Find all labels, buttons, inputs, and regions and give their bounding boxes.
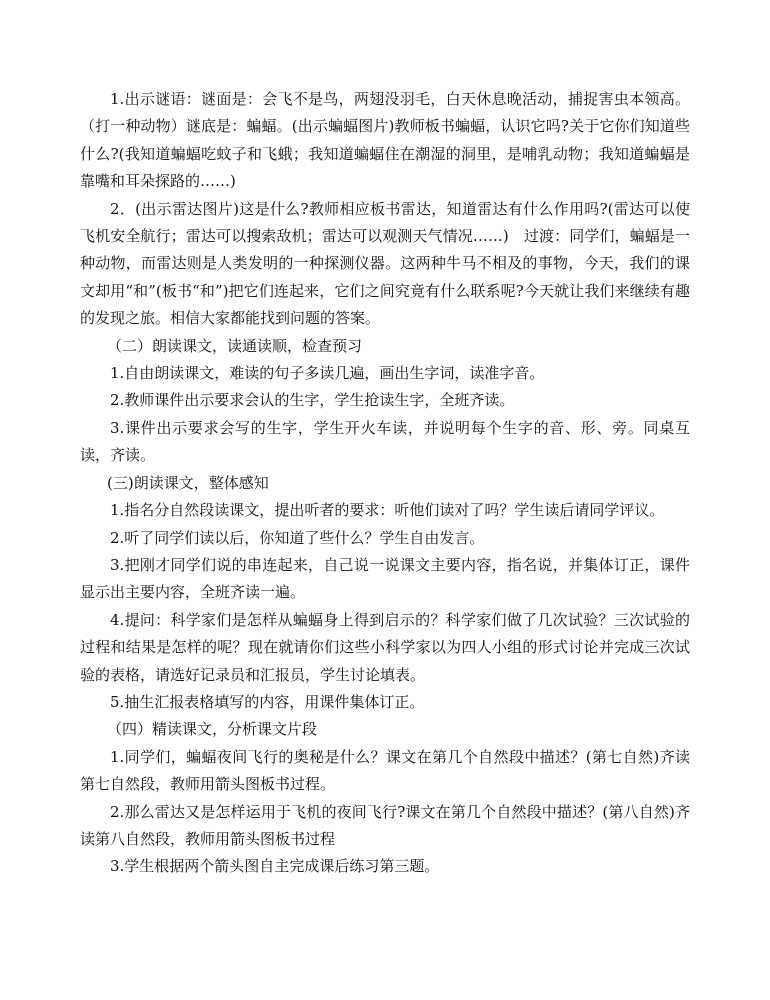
paragraph-4-1: 1.同学们，蝙蝠夜间飞行的奥秘是什么？课文在第几个自然段中描述？(第七自然)齐读第七自然段，教师用箭头图板书过程。 bbox=[80, 747, 690, 794]
section-heading-2: （二）朗读课文，读通读顺，检查预习 bbox=[107, 336, 363, 355]
paragraph-3-3: 3.把刚才同学们说的串连起来，自己说一说课文主要内容，指名说，并集体订正，课件显示出主要内容，全班齐读一遍。 bbox=[80, 555, 690, 602]
paragraph-2-3: 3.课件出示要求会写的生字，学生开火车读，并说明每个生字的音、形、旁。同桌互读，齐读。 bbox=[80, 418, 690, 465]
paragraph-radar: 2．(出示雷达图片)这是什么?教师相应板书雷达，知道雷达有什么作用吗?(雷达可以使飞机安全航行；雷达可以搜索敌机；雷达可以观测天气情况……) 过渡：同学们，蝙蝠是一种动物，而雷达则是人类发明的一种探测仪器。这两种牛马不相及的事物，今天，我们的课文却用“和”(板书“和”)把它们连起来，它们之间究竟有什么联系呢?今天就让我们来继续有趣的发现之旅。相信大家都能找到问题的答案。 bbox=[80, 199, 690, 328]
paragraph-2-1: 1.自由朗读课文，难读的句子多读几遍，画出生字词，读准字音。 bbox=[110, 364, 545, 383]
paragraph-4-2: 2.那么雷达又是怎样运用于飞机的夜间飞行?课文在第几个自然段中描述？(第八自然)齐读第八自然段，教师用箭头图板书过程 bbox=[80, 802, 690, 848]
paragraph-3-5: 5.抽生汇报表格填写的内容，用课件集体订正。 bbox=[110, 692, 425, 711]
paragraph-3-4: 4.提问：科学家们是怎样从蝙蝠身上得到启示的？科学家们做了几次试验？三次试验的过程和结果是怎样的呢？现在就请你们这些小科学家以为四人小组的形式讨论并完成三次试验的表格，请选好记录员和汇报员，学生讨论填表。 bbox=[80, 610, 690, 684]
paragraph-2-2: 2.教师课件出示要求会认的生字，学生抢读生字，全班齐读。 bbox=[110, 391, 515, 410]
section-heading-3: (三)朗读课文，整体感知 bbox=[107, 473, 269, 492]
paragraph-riddle: 1.出示谜语：谜面是：会飞不是鸟，两翅没羽毛，白天休息晚活动，捕捉害虫本领高。（打一种动物）谜底是：蝙蝠。(出示蝙蝠图片)教师板书蝙蝠，认识它吗?关于它你们知道些什么?(我知道蝙蝠吃蚊子和飞蛾；我知道蝙蝠住在潮湿的洞里，是哺乳动物；我知道蝙蝠是靠嘴和耳朵探路的……) bbox=[80, 90, 690, 191]
section-heading-4: （四）精读课文，分析课文片段 bbox=[107, 720, 318, 739]
paragraph-3-2: 2.听了同学们读以后，你知道了些什么？学生自由发言。 bbox=[110, 528, 485, 547]
document-body bbox=[80, 86, 690, 881]
paragraph-4-3: 3.学生根据两个箭头图自主完成课后练习第三题。 bbox=[110, 857, 440, 876]
paragraph-3-1: 1.指名分自然段读课文，提出听者的要求：听他们读对了吗？学生读后请同学评议。 bbox=[110, 501, 665, 520]
